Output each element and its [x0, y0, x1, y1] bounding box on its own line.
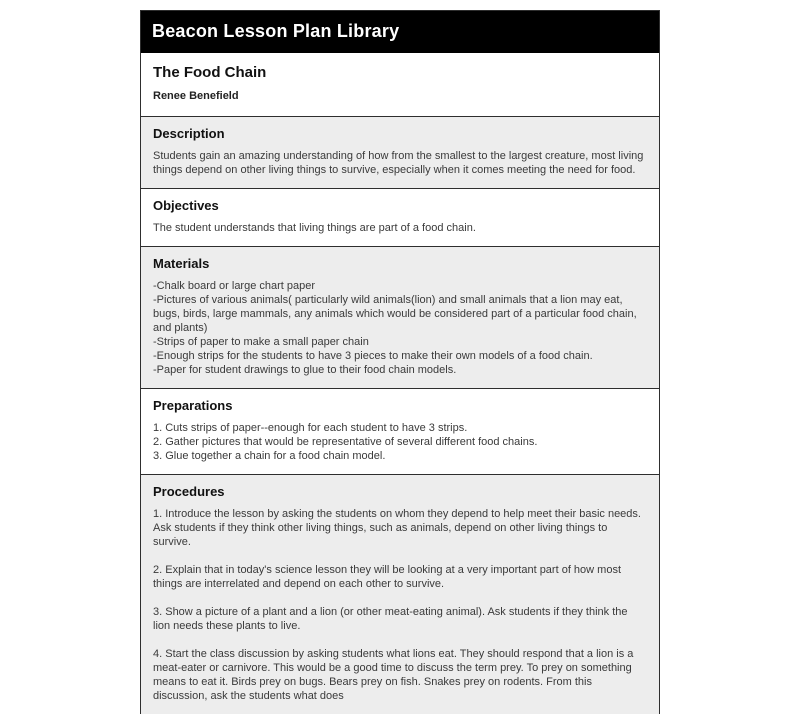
section-paragraph: The student understands that living things are part of a food chain.: [153, 222, 476, 234]
sections: [141, 116, 659, 714]
section-paragraph: -Chalk board or large chart paper: [153, 280, 316, 292]
section-heading: Description: [153, 126, 225, 141]
lesson-section: [141, 388, 659, 474]
section-paragraph: 4. Start the class discussion by asking students what lions eat. They should respond that a lion is a meat-eater or carnivore. This would be a good time to discuss the term prey. To prey on something means to eat it. Birds prey on bugs. Bears prey on fish. Snakes prey on rodents. From this discussion, ask the students what does: [153, 648, 634, 702]
lesson-section: [141, 246, 659, 388]
section-body: [153, 221, 647, 235]
page-background: [0, 10, 800, 702]
section-heading: Objectives: [153, 198, 219, 213]
section-paragraph: 1. Cuts strips of paper--enough for each student to have 3 strips.: [153, 422, 468, 434]
section-body: [153, 279, 647, 377]
section-paragraph: -Pictures of various animals( particularly wild animals(lion) and small animals that a lion may eat, bugs, birds, large mammals, any animals which would be considered part of a particular food chain, and plants): [153, 294, 637, 334]
site-header: [141, 11, 659, 53]
lesson-section: [141, 116, 659, 188]
lesson-title-block: [141, 53, 659, 116]
section-paragraph: 2. Gather pictures that would be representative of several different food chains.: [153, 436, 538, 448]
lesson-plan-document: [140, 10, 660, 714]
section-body: [153, 507, 647, 703]
lesson-author: Renee Benefield: [153, 90, 239, 102]
section-paragraph: 3. Glue together a chain for a food chain model.: [153, 450, 386, 462]
section-paragraph: 2. Explain that in today's science lesson they will be looking at a very important part of how most things are interrelated and depend on each other to survive.: [153, 564, 622, 590]
site-title: Beacon Lesson Plan Library: [152, 21, 400, 41]
section-heading: Preparations: [153, 398, 233, 413]
section-heading: Procedures: [153, 484, 225, 499]
section-paragraph: -Strips of paper to make a small paper chain: [153, 336, 369, 348]
lesson-section: [141, 474, 659, 714]
section-paragraph: Students gain an amazing understanding of how from the smallest to the largest creature, most living things depend on other living things to survive, especially when it comes meeting the need for food.: [153, 150, 644, 176]
section-paragraph: -Paper for student drawings to glue to their food chain models.: [153, 364, 457, 376]
lesson-title: The Food Chain: [153, 64, 267, 81]
section-body: [153, 421, 647, 463]
section-paragraph: 3. Show a picture of a plant and a lion (or other meat-eating animal). Ask students if they think the lion needs these plants to live.: [153, 606, 628, 632]
section-body: [153, 149, 647, 177]
lesson-section: [141, 188, 659, 246]
section-paragraph: 1. Introduce the lesson by asking the students on whom they depend to help meet their basic needs. Ask students if they think other living things, such as animals, depend on other living things to survive.: [153, 508, 641, 548]
section-heading: Materials: [153, 256, 210, 271]
section-paragraph: -Enough strips for the students to have 3 pieces to make their own models of a food chain.: [153, 350, 593, 362]
